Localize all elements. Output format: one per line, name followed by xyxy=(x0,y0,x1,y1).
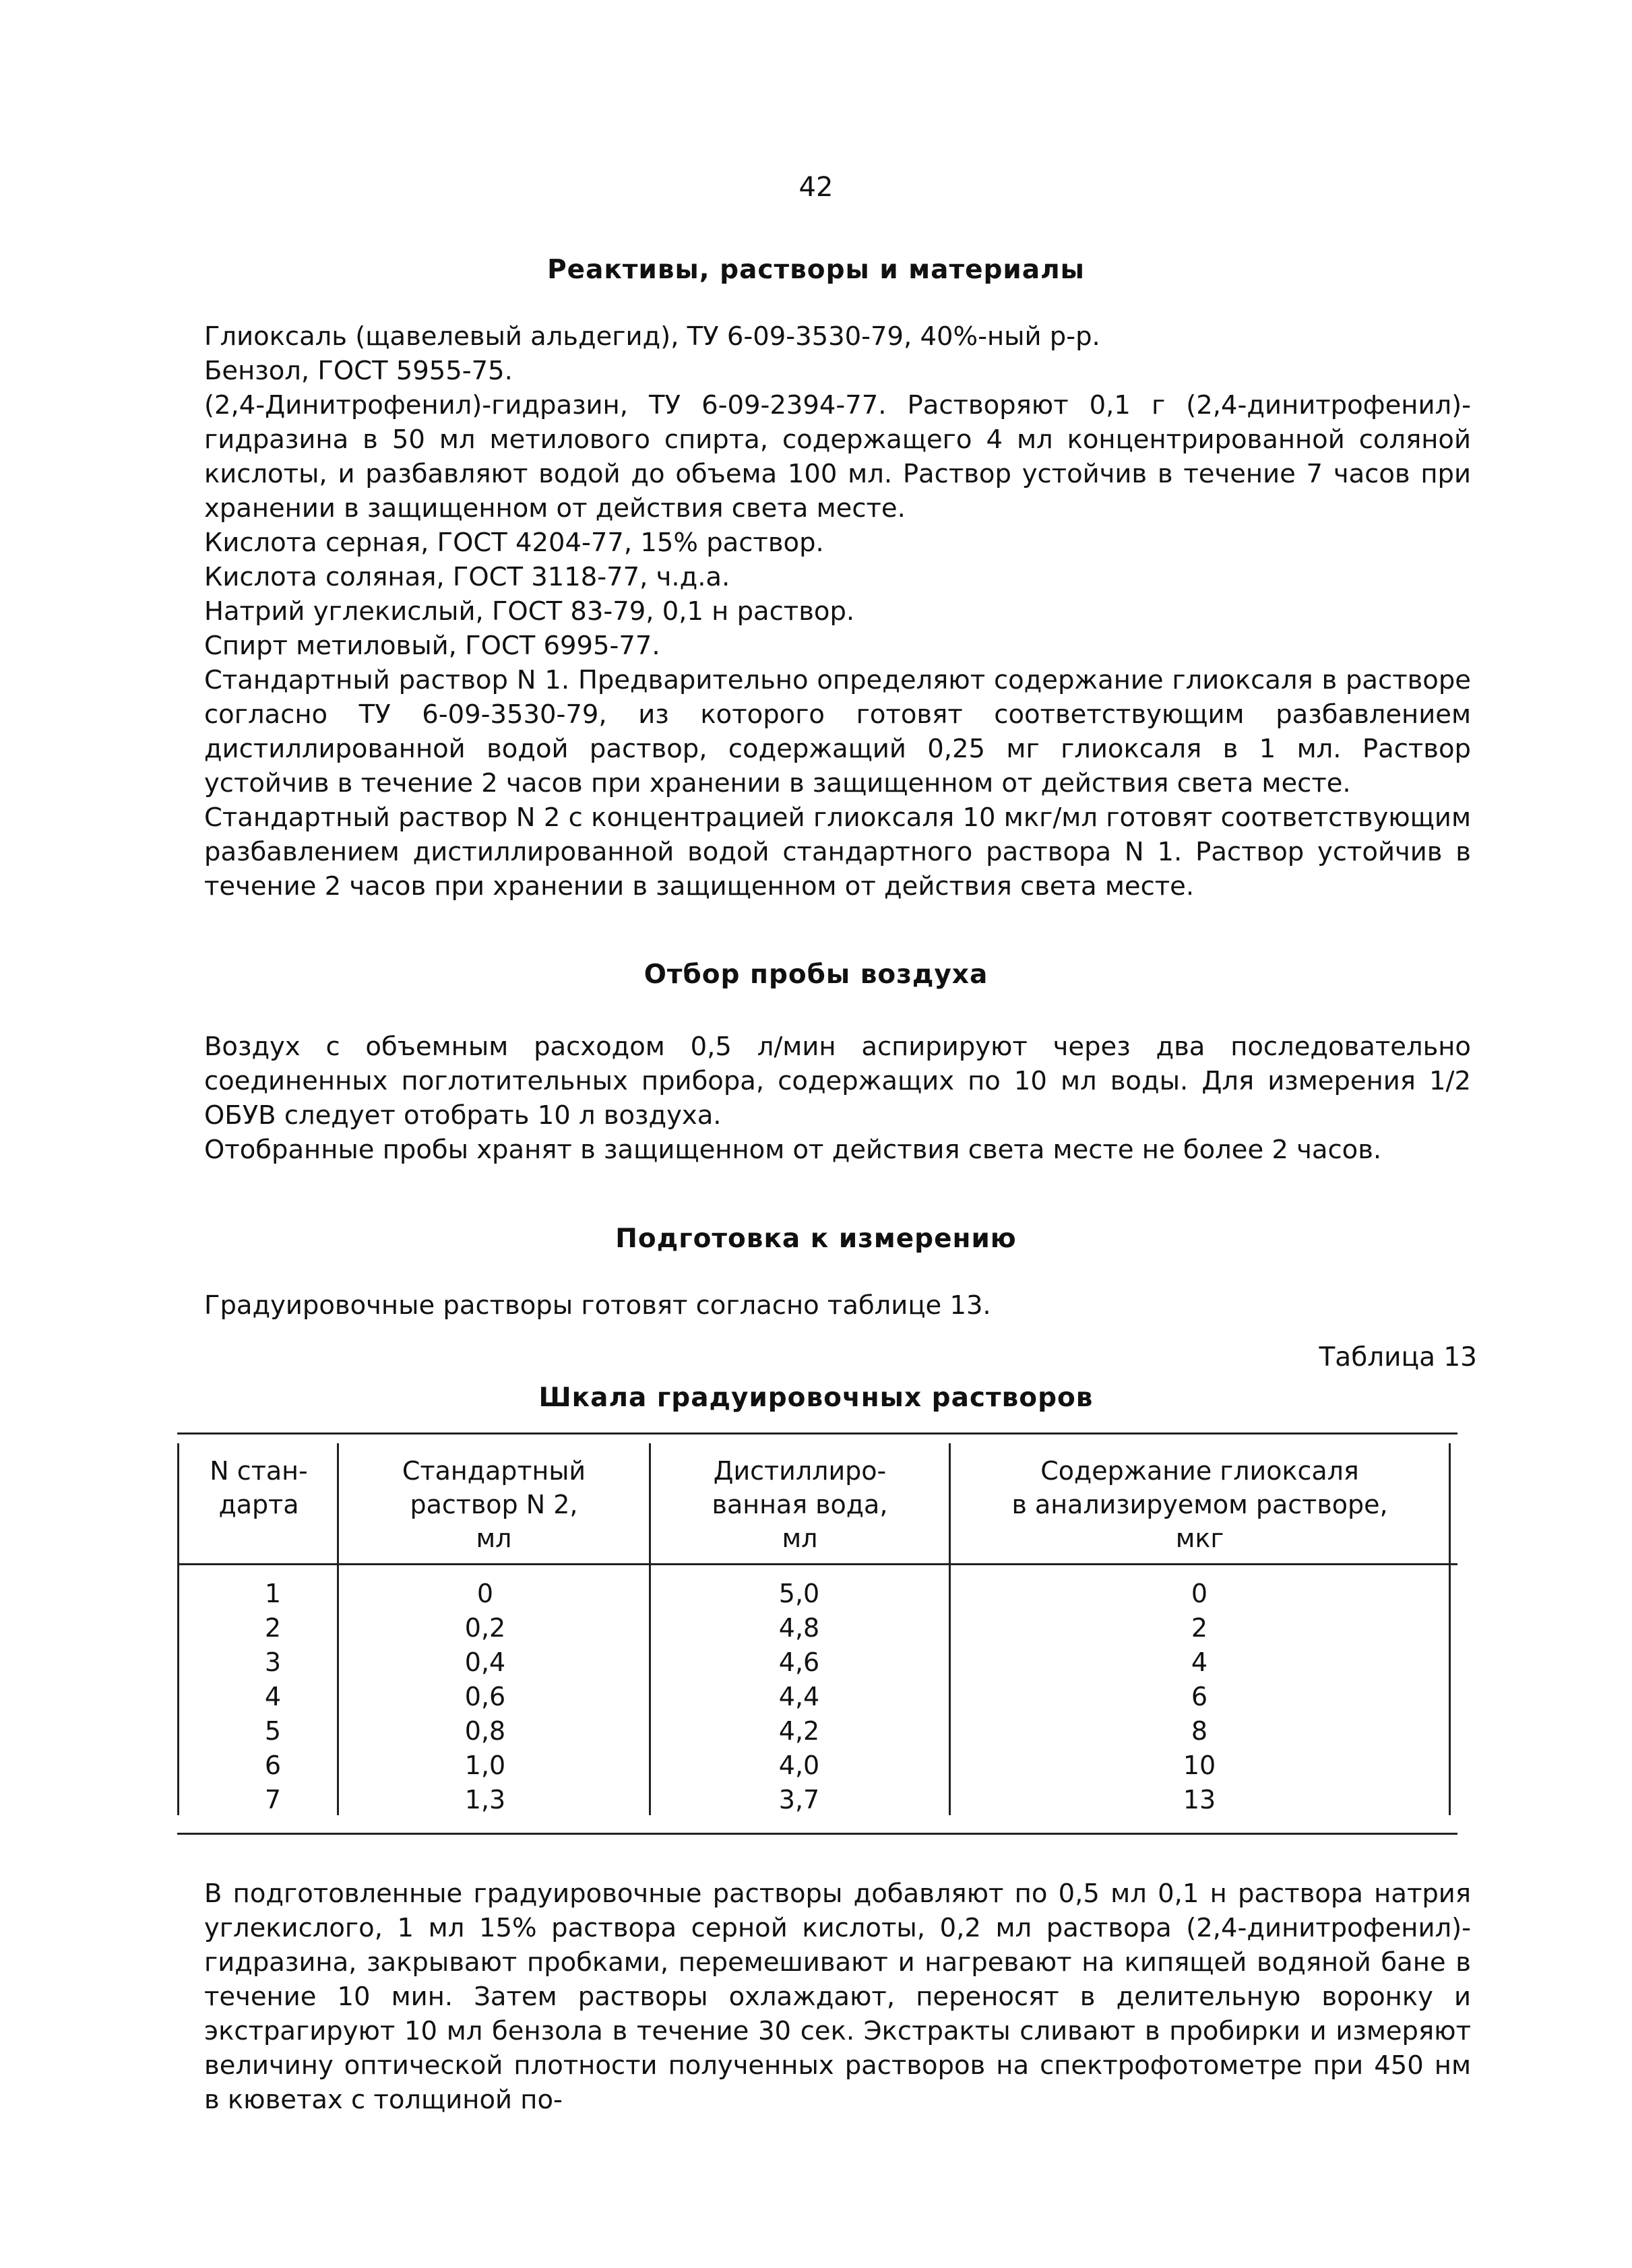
air-sampling-paragraph-2: Отобранные пробы хранят в защищенном от действия света месте не более 2 часов. xyxy=(204,1135,1382,1165)
table-cell: 10 xyxy=(1183,1751,1216,1780)
standard-solution-2-paragraph: Стандартный раствор N 2 с концентрацией глиоксаля 10 мкг/мл готовят соответствующим разбавлением дистиллированной водой стандартного раствора N 1. Раствор устойчив в течение 2 часов при хранении в защищенном от действия света месте. xyxy=(204,802,1471,902)
table-cell: 4,2 xyxy=(778,1716,820,1746)
table-cell: 3,7 xyxy=(778,1785,820,1815)
reagent-line-sulfuric-acid: Кислота серная, ГОСТ 4204-77, 15% раствор. xyxy=(204,528,824,558)
table-cell: 0 xyxy=(1191,1579,1208,1608)
section-title-air-sampling: Отбор пробы воздуха xyxy=(644,959,988,990)
reagent-line-methanol: Спирт метиловый, ГОСТ 6995-77. xyxy=(204,631,660,661)
table-cell: 0 xyxy=(476,1579,494,1608)
section-title-preparation: Подготовка к измерению xyxy=(615,1224,1017,1254)
standard-solution-1-paragraph: Стандартный раствор N 1. Предварительно определяют содержание глиоксаля в растворе согласно ТУ 6-09-3530-79, из которого готовят соответствующим разбавлением дистиллированной водой раствор, содержащий 0,25 мг глиоксаля в 1 мл. Раствор устойчив в течение 2 часов при хранении в защищенном от действия света месте. xyxy=(204,665,1471,798)
table-col-glyoxal-content xyxy=(1119,1577,1280,1817)
reagent-line-glyoxal: Глиоксаль (щавелевый альдегид), ТУ 6-09-3530-79, 40%-ный р-р. xyxy=(204,321,1100,352)
table-cell: 1,3 xyxy=(464,1785,506,1815)
table-col-standard-solution xyxy=(404,1577,566,1817)
table-caption: Таблица 13 xyxy=(1319,1342,1477,1373)
table-col-distilled-water xyxy=(718,1577,880,1817)
reagent-line-benzene: Бензол, ГОСТ 5955-75. xyxy=(204,356,513,386)
reagent-line-sodium-carbonate: Натрий углекислый, ГОСТ 83-79, 0,1 н раствор. xyxy=(204,596,855,627)
table-title: Шкала градуировочных растворов xyxy=(538,1383,1094,1413)
table-header-standard-solution: Стандартный раствор N 2, мл xyxy=(402,1456,586,1553)
table-col-standard-number xyxy=(209,1577,337,1817)
table-cell: 5,0 xyxy=(778,1579,820,1608)
page-number: 42 xyxy=(798,172,834,203)
table-cell: 1,0 xyxy=(464,1751,506,1780)
table-cell: 0,2 xyxy=(464,1613,506,1643)
table-cell: 6 xyxy=(1191,1682,1208,1711)
table-cell: 2 xyxy=(1191,1613,1208,1643)
table-cell: 0,6 xyxy=(464,1682,506,1711)
table-cell: 4,6 xyxy=(778,1647,820,1677)
table-cell: 0,4 xyxy=(464,1647,506,1677)
table-cell: 7 xyxy=(264,1785,282,1815)
table-cell: 0,8 xyxy=(464,1716,506,1746)
reagent-line-hydrochloric-acid: Кислота соляная, ГОСТ 3118-77, ч.д.а. xyxy=(204,562,730,592)
table-left-border xyxy=(177,1443,179,1815)
table-cell: 4,8 xyxy=(778,1613,820,1643)
table-cell: 2 xyxy=(264,1613,282,1643)
table-cell: 1 xyxy=(264,1579,282,1608)
table-cell: 4 xyxy=(1191,1647,1208,1677)
table-cell: 6 xyxy=(264,1751,282,1780)
table-header-standard-number: N стан- дарта xyxy=(210,1456,308,1519)
table-header-distilled-water: Дистиллиро- ванная вода, мл xyxy=(712,1456,888,1553)
table-header-rule xyxy=(177,1563,1457,1565)
table-cell: 4,0 xyxy=(778,1751,820,1780)
section-title-reagents: Реактивы, растворы и материалы xyxy=(547,255,1085,285)
table-bottom-rule xyxy=(177,1833,1457,1835)
table-cell: 8 xyxy=(1191,1716,1208,1746)
table-cell: 3 xyxy=(264,1647,282,1677)
table-cell: 4,4 xyxy=(778,1682,820,1711)
reagent-paragraph-dnph: (2,4-Динитрофенил)-гидразин, ТУ 6-09-2394-77. Растворяют 0,1 г (2,4-динитрофенил)-гидразина в 50 мл метилового спирта, содержащего 4 мл концентрированной соляной кислоты, и разбавляют водой до объема 100 мл. Раствор устойчив в течение 7 часов при хранении в защищенном от действия света месте. xyxy=(204,390,1471,524)
table-cell: 13 xyxy=(1183,1785,1216,1815)
table-cell: 5 xyxy=(264,1716,282,1746)
table-right-border xyxy=(1449,1443,1451,1815)
table-header-glyoxal-content: Содержание глиоксаля в анализируемом растворе, мкг xyxy=(1011,1456,1388,1553)
procedure-paragraph: В подготовленные градуировочные растворы добавляют по 0,5 мл 0,1 н раствора натрия углекислого, 1 мл 15% раствора серной кислоты, 0,2 мл раствора (2,4-динитрофенил)-гидразина, закрывают пробками, перемешивают и нагревают на кипящей водяной бане в течение 10 мин. Затем растворы охлаждают, переносят в делительную воронку и экстрагируют 10 мл бензола в течение 30 сек. Экстракты сливают в пробирки и измеряют величину оптической плотности полученных растворов на спектрофотометре при 450 нм в кюветах с толщиной по- xyxy=(204,1879,1471,2115)
table-top-rule xyxy=(177,1432,1457,1435)
air-sampling-paragraph-1: Воздух с объемным расходом 0,5 л/мин аспирируют через два последовательно соединенных поглотительных прибора, содержащих по 10 мл воды. Для измерения 1/2 ОБУВ следует отобрать 10 л воздуха. xyxy=(204,1032,1471,1131)
table-cell: 4 xyxy=(264,1682,282,1711)
preparation-paragraph: Градуировочные растворы готовят согласно таблице 13. xyxy=(204,1290,991,1321)
